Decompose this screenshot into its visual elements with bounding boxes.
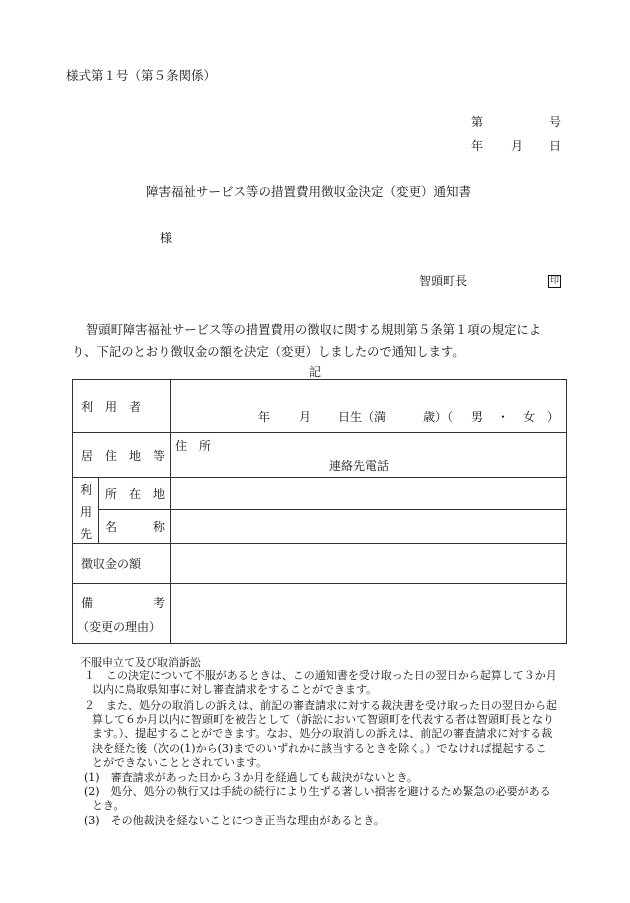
residence-row xyxy=(73,433,567,478)
date-month: 月 xyxy=(511,139,524,153)
destination-location-row xyxy=(73,478,567,510)
remarks-row xyxy=(73,584,567,644)
recipient-suffix: 様 xyxy=(160,231,173,245)
seal-mark xyxy=(548,272,561,288)
name-label: 名 称 xyxy=(105,520,166,534)
amount-label-cell xyxy=(73,544,171,584)
birth-year: 年 xyxy=(258,410,271,424)
residence-label: 居 住 地 等 xyxy=(81,448,166,463)
form-number: 様式第１号（第５条関係） xyxy=(66,68,217,83)
note-line: (3) その他裁決を経ないことにつき正当な理由があるとき。 xyxy=(84,814,385,827)
document-number-suffix: 号 xyxy=(549,115,562,129)
seal-icon: 印 xyxy=(550,276,560,286)
notes-heading: 不服申立て及び取消訴訟 xyxy=(80,656,201,669)
amount-value-cell[interactable] xyxy=(171,544,567,584)
residence-value-cell[interactable] xyxy=(171,433,567,478)
gender-dot: ・ xyxy=(497,410,510,424)
note-line: (1) 審査請求があった日から３か月を経過しても裁決がないとき。 xyxy=(84,771,419,784)
document-number-prefix: 第 xyxy=(471,115,484,129)
destination-char-1: 利 xyxy=(80,483,93,497)
gender-male[interactable]: 男 xyxy=(471,410,484,424)
note-line: ２ また、処分の取消しの訴えは、前記の審査請求に対する裁決書を受け取った日の翌日から起 xyxy=(84,699,557,712)
name-label-cell xyxy=(99,510,171,544)
remarks-sublabel: （変更の理由） xyxy=(77,620,162,634)
note-line: 以内に鳥取県知事に対し審査請求をすることができます。 xyxy=(92,683,378,696)
remarks-label-cell xyxy=(73,584,171,644)
destination-char-2: 用 xyxy=(80,505,93,519)
location-label-cell xyxy=(99,478,171,510)
user-row xyxy=(73,380,567,433)
note-line: とができないこととされています。 xyxy=(92,756,268,769)
remarks-label: 備 考 xyxy=(81,596,166,610)
name-value-cell[interactable] xyxy=(171,510,567,544)
note-line: 算して６か月以内に智頭町を被告として（訴訟において智頭町を代表する者は智頭町長となり xyxy=(92,713,554,726)
gender-female[interactable]: 女 xyxy=(523,410,536,424)
date-year: 年 xyxy=(471,139,484,153)
notice-table xyxy=(72,379,567,644)
body-text-line-1: 智頭町障害福祉サービス等の措置費用の徴収に関する規則第５条第１項の規定によ xyxy=(86,323,541,337)
issuer-name: 智頭町長 xyxy=(419,274,468,288)
user-value-cell[interactable] xyxy=(171,380,567,433)
location-label: 所 在 地 xyxy=(105,487,166,501)
body-text-line-2: り、下記のとおり徴収金の額を決定（変更）しましたので通知します。 xyxy=(72,345,465,359)
ki-label: 記 xyxy=(309,365,322,379)
destination-label-cell xyxy=(73,478,99,544)
contact-label: 連絡先電話 xyxy=(329,459,390,473)
birth-day-born: 日生（満 xyxy=(338,410,387,424)
destination-char-3: 先 xyxy=(80,527,93,541)
birth-close: ） xyxy=(547,410,560,424)
birth-age: 歳）（ xyxy=(423,410,454,424)
document-title: 障害福祉サービス等の措置費用徴収金決定（変更）通知書 xyxy=(146,184,472,199)
destination-name-row xyxy=(73,510,567,544)
notes-section xyxy=(76,669,576,839)
birth-month: 月 xyxy=(299,410,312,424)
address-label: 住 所 xyxy=(175,439,212,453)
remarks-value-cell[interactable] xyxy=(171,584,567,644)
residence-label-cell xyxy=(73,433,171,478)
note-line: 決を経た後（次の(1)から(3)までのいずれかに該当するときを除く。）でなければ提起するこ xyxy=(92,742,547,755)
amount-label: 徴収金の額 xyxy=(81,557,142,571)
note-line: (2) 処分、処分の執行又は手続の続行により生ずる著しい損害を避けるため緊急の必要がある xyxy=(84,785,551,798)
user-label-cell xyxy=(73,380,171,433)
location-value-cell[interactable] xyxy=(171,478,567,510)
note-line: ます。）、提起することができます。なお、処分の取消しの訴えは、前記の審査請求に対する裁 xyxy=(92,727,553,740)
note-line: １ この決定について不服があるときは、この通知書を受け取った日の翌日から起算して３か月 xyxy=(84,669,557,682)
amount-row xyxy=(73,544,567,584)
user-label xyxy=(81,398,159,415)
note-line: とき。 xyxy=(92,799,125,812)
date-day: 日 xyxy=(549,139,562,153)
user-label-text: 利 用 者 xyxy=(81,399,142,414)
